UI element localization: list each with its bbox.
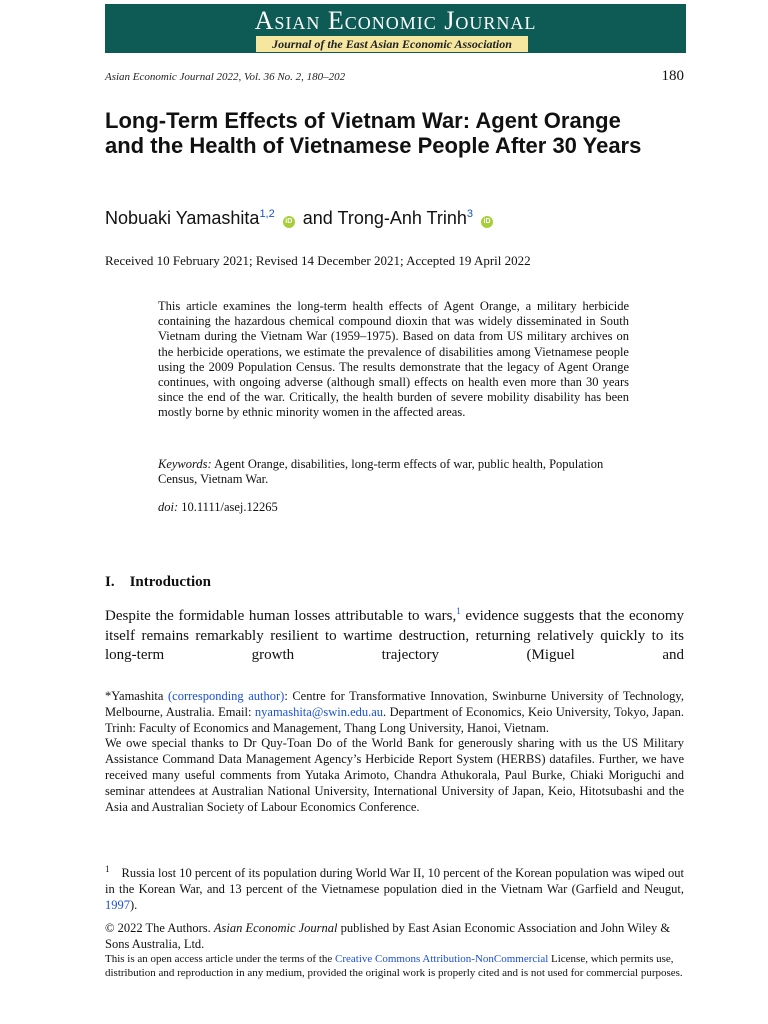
- journal-subtitle: Journal of the East Asian Economic Association: [256, 36, 528, 52]
- orcid-icon[interactable]: iD: [283, 216, 295, 228]
- journal-banner: [105, 4, 686, 53]
- affiliation-marker[interactable]: 3: [466, 208, 474, 220]
- intro-text: Despite the formidable human losses attributable to wars,: [105, 608, 457, 624]
- affiliation-marker[interactable]: 1,2: [259, 208, 275, 220]
- email-link[interactable]: nyamashita@swin.edu.au: [254, 704, 384, 719]
- affiliation-paragraph: [105, 689, 684, 736]
- author-list: [105, 208, 665, 229]
- intro-paragraph: [105, 602, 684, 666]
- abstract: This article examines the long-term health effects of Agent Orange, a military herbicide containing the hazardous chemical compound dioxin that was widely disseminated in South Vietnam during the Vietnam War (1959–1975). Based on data from US military archives on the herbicide operations, we estimate the prevalence of disabilities among Vietnamese people using the 2009 Population Census. The results demonstrate that the legacy of Agent Orange continues, with ongoing adverse (although small) effects on health even more than 30 years since the end of the war. Critically, the health burden of severe mobility disability has been mostly borne by ethnic minority women in the affected areas.: [158, 299, 629, 420]
- section-heading: I. Introduction: [105, 574, 211, 590]
- doi-label: doi:: [158, 500, 179, 514]
- footnote-number: 1: [105, 864, 110, 874]
- license-text: License, which permits use, distribution and reproduction in any medium, provided the original work is properly cited and is not used for commercial purposes.: [105, 953, 683, 979]
- license-link[interactable]: Creative Commons Attribution-NonCommercial: [335, 953, 549, 965]
- doi: [158, 500, 278, 515]
- author-name[interactable]: Trong-Anh Trinh: [337, 208, 467, 228]
- journal-name: Asian Economic Journal: [254, 6, 537, 35]
- corresponding-author-link[interactable]: (corresponding author): [168, 689, 285, 703]
- acknowledgement-paragraph: We owe special thanks to Dr Quy-Toan Do of the World Bank for generously sharing with us the US Military Assistance Command Data Management Agency’s Herbicide Report System (HERBS) datafiles. Further, we have received many useful comments from Yutaka Arimoto, Chandra Athukorala, Paul Burke, Chiaki Moriguchi and seminar attendees at Australian National University, International University of Japan, Keio, Hitotsubashi and the Asia and Australian Society of Labour Economics Conference.: [105, 736, 684, 814]
- page-number: 180: [661, 68, 684, 84]
- intro-text-continued: evidence suggests that the economy itself remains remarkably resilient to wartime destruction, returning relatively quickly to its long-term growth trajectory (Miguel and: [105, 608, 684, 663]
- affiliation-text: : Centre for Transformative Innovation, Swinburne University of Technology, Melbourne, Australia. Email:: [105, 689, 684, 719]
- license-notice: [105, 953, 684, 980]
- copyright-text: published by East Asian Economic Association and John Wiley & Sons Australia, Ltd.: [105, 921, 671, 951]
- affiliation-note: [105, 689, 684, 815]
- article-title: Long-Term Effects of Vietnam War: Agent Orange and the Health of Vietnamese People After 30 Years: [105, 108, 642, 158]
- footnote-marker[interactable]: 1: [456, 606, 461, 616]
- author-separator: and: [302, 208, 333, 228]
- doi-value[interactable]: 10.1111/asej.12265: [181, 500, 278, 514]
- copyright-text: © 2022 The Authors.: [105, 921, 214, 935]
- footnote-end: ).: [130, 897, 138, 912]
- keywords-label: Keywords:: [158, 457, 212, 471]
- keywords: [158, 457, 629, 487]
- affiliation-text: . Department of Economics, Keio University, Tokyo, Japan. Trinh: Faculty of Economics and Management, Thang Long University, Hanoi, Vietnam.: [105, 704, 684, 735]
- author-name[interactable]: Nobuaki Yamashita: [105, 208, 260, 228]
- affiliation-text: *Yamashita: [105, 689, 168, 703]
- footnote: [105, 862, 684, 913]
- citation-line: Asian Economic Journal 2022, Vol. 36 No. 2, 180–202: [105, 71, 346, 83]
- journal-name-italic: Asian Economic Journal: [213, 921, 338, 935]
- orcid-icon[interactable]: iD: [481, 216, 493, 228]
- reference-link[interactable]: 1997: [105, 897, 130, 912]
- keywords-text: Agent Orange, disabilities, long-term effects of war, public health, Population Census, Vietnam War.: [158, 457, 604, 487]
- copyright-notice: [105, 921, 684, 952]
- article-dates: Received 10 February 2021; Revised 14 December 2021; Accepted 19 April 2022: [105, 253, 531, 268]
- footnote-text: Russia lost 10 percent of its population during World War II, 10 percent of the Korean population was wiped out in the Korean War, and 13 percent of the Vietnamese population died in the Vietnam War (Garfield and Neugut,: [105, 866, 684, 896]
- license-text: This is an open access article under the terms of the: [105, 953, 336, 965]
